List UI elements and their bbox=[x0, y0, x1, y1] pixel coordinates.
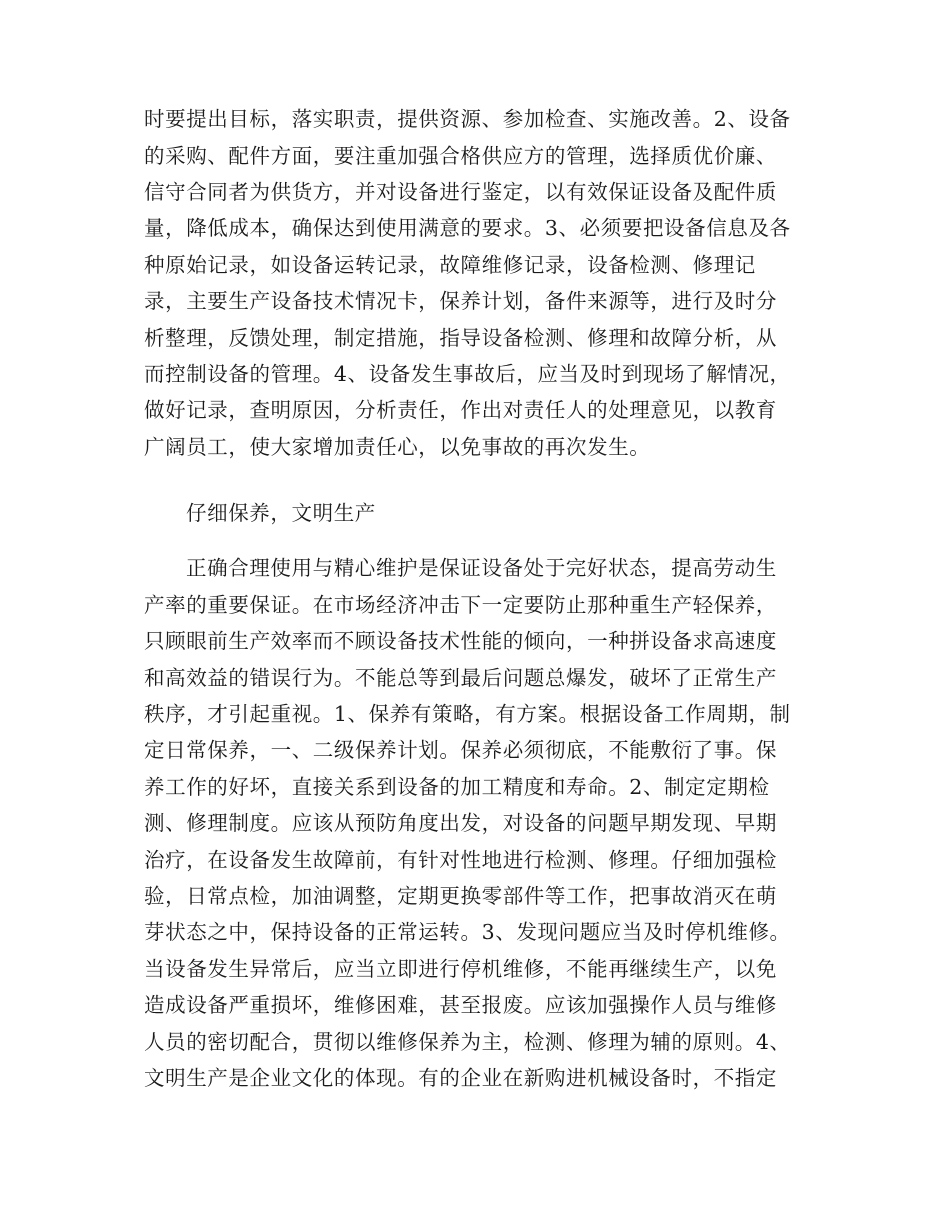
text-line: 秩序，才引起重视。1、保养有策略，有方案。根据设备工作周期，制 bbox=[144, 702, 791, 726]
text-line: 和高效益的错误行为。不能总等到最后问题总爆发，破坏了正常生产 bbox=[144, 666, 777, 690]
text-line: 芽状态之中，保持设备的正常运转。3、发现问题应当及时停机维修。 bbox=[144, 920, 791, 944]
text-line: 造成设备严重损坏，维修困难，甚至报废。应该加强操作人员与维修 bbox=[144, 993, 777, 1017]
text-line: 验，日常点检，加油调整，定期更换零部件等工作，把事故消灭在萌 bbox=[144, 884, 777, 908]
text-line: 录，主要生产设备技术情况卡，保养计划，备件来源等，进行及时分 bbox=[144, 289, 777, 313]
text-line: 析整理，反馈处理，制定措施，指导设备检测、修理和故障分析，从 bbox=[144, 326, 777, 350]
text-line: 人员的密切配合，贯彻以维修保养为主，检测、修理为辅的原则。4、 bbox=[144, 1030, 791, 1054]
text-line: 定日常保养，一、二级保养计划。保养必须彻底，不能敷衍了事。保 bbox=[144, 738, 777, 762]
text-line: 种原始记录，如设备运转记录，故障维修记录，设备检测、修理记 bbox=[144, 253, 756, 277]
text-line: 广阔员工，使大家增加责任心，以免事故的再次发生。 bbox=[144, 435, 651, 459]
section-heading: 仔细保养，文明生产 bbox=[186, 501, 376, 525]
text-line: 的采购、配件方面，要注重加强合格供应方的管理，选择质优价廉、 bbox=[144, 144, 777, 168]
text-line: 文明生产是企业文化的体现。有的企业在新购进机械设备时，不指定 bbox=[144, 1066, 777, 1090]
text-line: 量，降低成本，确保达到使用满意的要求。3、必须要把设备信息及各 bbox=[144, 216, 791, 240]
text-line: 养工作的好坏，直接关系到设备的加工精度和寿命。2、制定定期检 bbox=[144, 775, 770, 799]
text-line: 产率的重要保证。在市场经济冲击下一定要防止那种重生产轻保养， bbox=[144, 593, 777, 617]
text-line: 做好记录，查明原因，分析责任，作出对责任人的处理意见，以教育 bbox=[144, 398, 777, 422]
text-line: 信守合同者为供货方，并对设备进行鉴定，以有效保证设备及配件质 bbox=[144, 180, 777, 204]
text-line: 正确合理使用与精心维护是保证设备处于完好状态，提高劳动生 bbox=[186, 556, 777, 580]
text-line: 只顾眼前生产效率而不顾设备技术性能的倾向，一种拼设备求高速度 bbox=[144, 629, 777, 653]
text-line: 而控制设备的管理。4、设备发生事故后，应当及时到现场了解情况， bbox=[144, 362, 791, 386]
text-line: 时要提出目标，落实职责，提供资源、参加检查、实施改善。2、设备 bbox=[144, 107, 791, 131]
text-line: 治疗，在设备发生故障前，有针对性地进行检测、修理。仔细加强检 bbox=[144, 848, 777, 872]
text-line: 测、修理制度。应该从预防角度出发，对设备的问题早期发现、早期 bbox=[144, 811, 777, 835]
text-line: 当设备发生异常后，应当立即进行停机维修，不能再继续生产，以免 bbox=[144, 957, 777, 981]
